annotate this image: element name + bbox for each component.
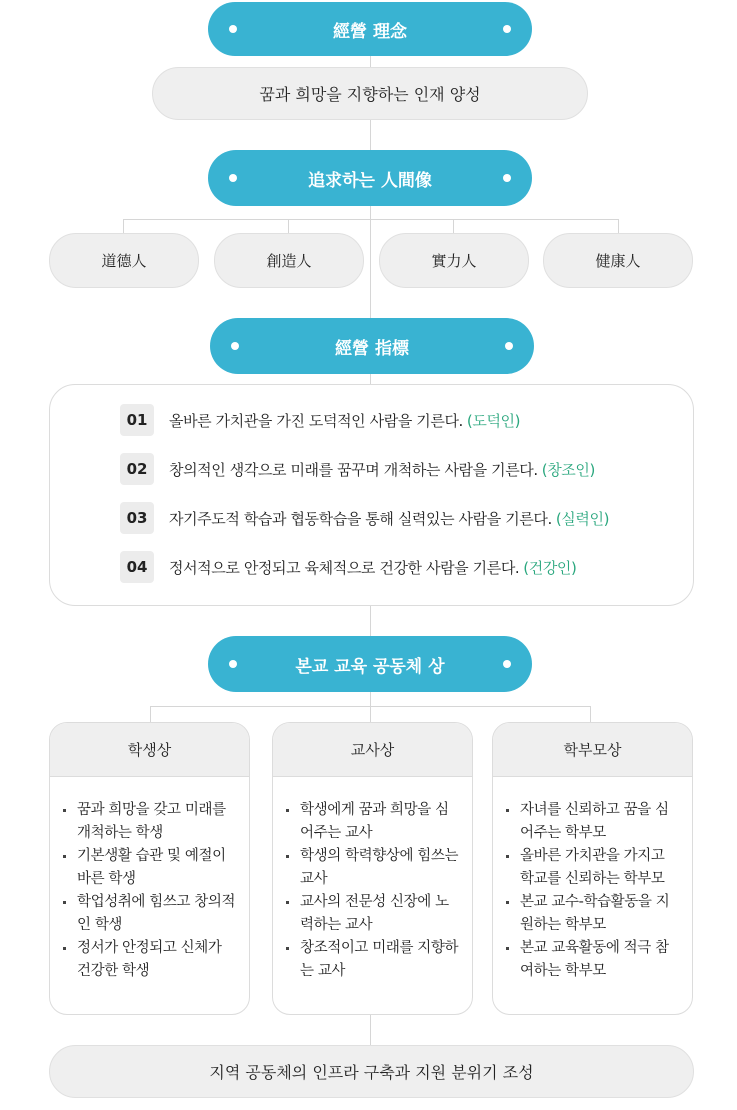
philosophy-box — [152, 67, 588, 120]
list-item: 교사의 전문성 신장에 노력하는 교사 — [300, 891, 462, 937]
guideline-text: 정서적으로 안정되고 육체적으로 건강한 사람을 기른다. — [169, 558, 520, 577]
philosophy-title: 經營 理念 — [333, 21, 407, 42]
guideline-item — [120, 551, 576, 583]
bullet-dot-icon — [229, 25, 237, 33]
card-title: 학생상 — [50, 723, 249, 777]
guidelines-title: 經營 指標 — [335, 338, 409, 359]
guideline-number: 02 — [120, 453, 154, 485]
bullet-dot-icon — [503, 25, 511, 33]
connector-main-6 — [370, 1014, 371, 1047]
card-title: 교사상 — [273, 723, 472, 777]
list-item: 정서가 안정되고 신체가 건강한 학생 — [77, 937, 239, 983]
list-item: 창조적이고 미래를 지향하는 교사 — [300, 937, 462, 983]
bullet-dot-icon — [503, 660, 511, 668]
connector-community-1 — [150, 706, 151, 723]
community-header — [208, 636, 532, 692]
list-item: 학업성취에 힘쓰고 창의적인 학생 — [77, 891, 239, 937]
guideline-note: (창조인) — [541, 460, 595, 479]
ideal-person-healthy — [543, 233, 693, 288]
card-title: 학부모상 — [493, 723, 692, 777]
community-card-teacher — [272, 722, 473, 1015]
philosophy-header — [208, 2, 532, 56]
bullet-dot-icon — [229, 660, 237, 668]
card-list — [273, 777, 472, 983]
guideline-item — [120, 404, 520, 436]
list-item: 기본생활 습관 및 예절이 바른 학생 — [77, 845, 239, 891]
list-item: 학생의 학력향상에 힘쓰는 교사 — [300, 845, 462, 891]
ideal-person-capable — [379, 233, 529, 288]
ideal-person-title: 追求하는 人間像 — [308, 170, 432, 191]
ideal-person-label: 實力人 — [431, 252, 477, 270]
guideline-item — [120, 453, 595, 485]
list-item: 자녀를 신뢰하고 꿈을 심어주는 학부모 — [520, 799, 682, 845]
guideline-note: (건강인) — [523, 558, 577, 577]
connector-main-4 — [370, 605, 371, 637]
connector-branch-ideal — [123, 219, 619, 220]
guideline-number: 01 — [120, 404, 154, 436]
ideal-person-label: 健康人 — [595, 252, 641, 270]
bullet-dot-icon — [231, 342, 239, 350]
connector-main-2 — [370, 204, 371, 320]
list-item: 꿈과 희망을 갖고 미래를 개척하는 학생 — [77, 799, 239, 845]
list-item: 올바른 가치관을 가지고 학교를 신뢰하는 학부모 — [520, 845, 682, 891]
card-list — [493, 777, 692, 983]
guideline-item — [120, 502, 609, 534]
ideal-person-label: 創造人 — [266, 252, 312, 270]
connector-branch-community — [150, 706, 591, 707]
ideal-person-label: 道德人 — [101, 252, 147, 270]
guideline-text: 자기주도적 학습과 협동학습을 통해 실력있는 사람을 기른다. — [169, 509, 552, 528]
guideline-number: 03 — [120, 502, 154, 534]
philosophy-text: 꿈과 희망을 지향하는 인재 양성 — [259, 85, 481, 104]
card-list — [50, 777, 249, 983]
community-title: 본교 교육 공동체 상 — [295, 656, 445, 677]
list-item: 본교 교육활동에 적극 참여하는 학부모 — [520, 937, 682, 983]
bottom-box — [49, 1045, 694, 1098]
guideline-text: 창의적인 생각으로 미래를 꿈꾸며 개척하는 사람을 기른다. — [169, 460, 538, 479]
guideline-text: 올바른 가치관을 가진 도덕적인 사람을 기른다. — [169, 411, 463, 430]
ideal-person-header — [208, 150, 532, 206]
connector-main-5 — [370, 690, 371, 724]
ideal-person-creative — [214, 233, 364, 288]
community-card-parent — [492, 722, 693, 1015]
bullet-dot-icon — [503, 174, 511, 182]
guideline-note: (실력인) — [555, 509, 610, 528]
community-card-student — [49, 722, 250, 1015]
guideline-number: 04 — [120, 551, 154, 583]
ideal-person-moral — [49, 233, 199, 288]
connector-community-3 — [590, 706, 591, 723]
bullet-dot-icon — [229, 174, 237, 182]
bullet-dot-icon — [505, 342, 513, 350]
list-item: 본교 교수-학습활동을 지원하는 학부모 — [520, 891, 682, 937]
guideline-note: (도덕인) — [466, 411, 521, 430]
list-item: 학생에게 꿈과 희망을 심어주는 교사 — [300, 799, 462, 845]
bottom-text: 지역 공동체의 인프라 구축과 지원 분위기 조성 — [209, 1063, 534, 1082]
guidelines-header — [210, 318, 534, 374]
